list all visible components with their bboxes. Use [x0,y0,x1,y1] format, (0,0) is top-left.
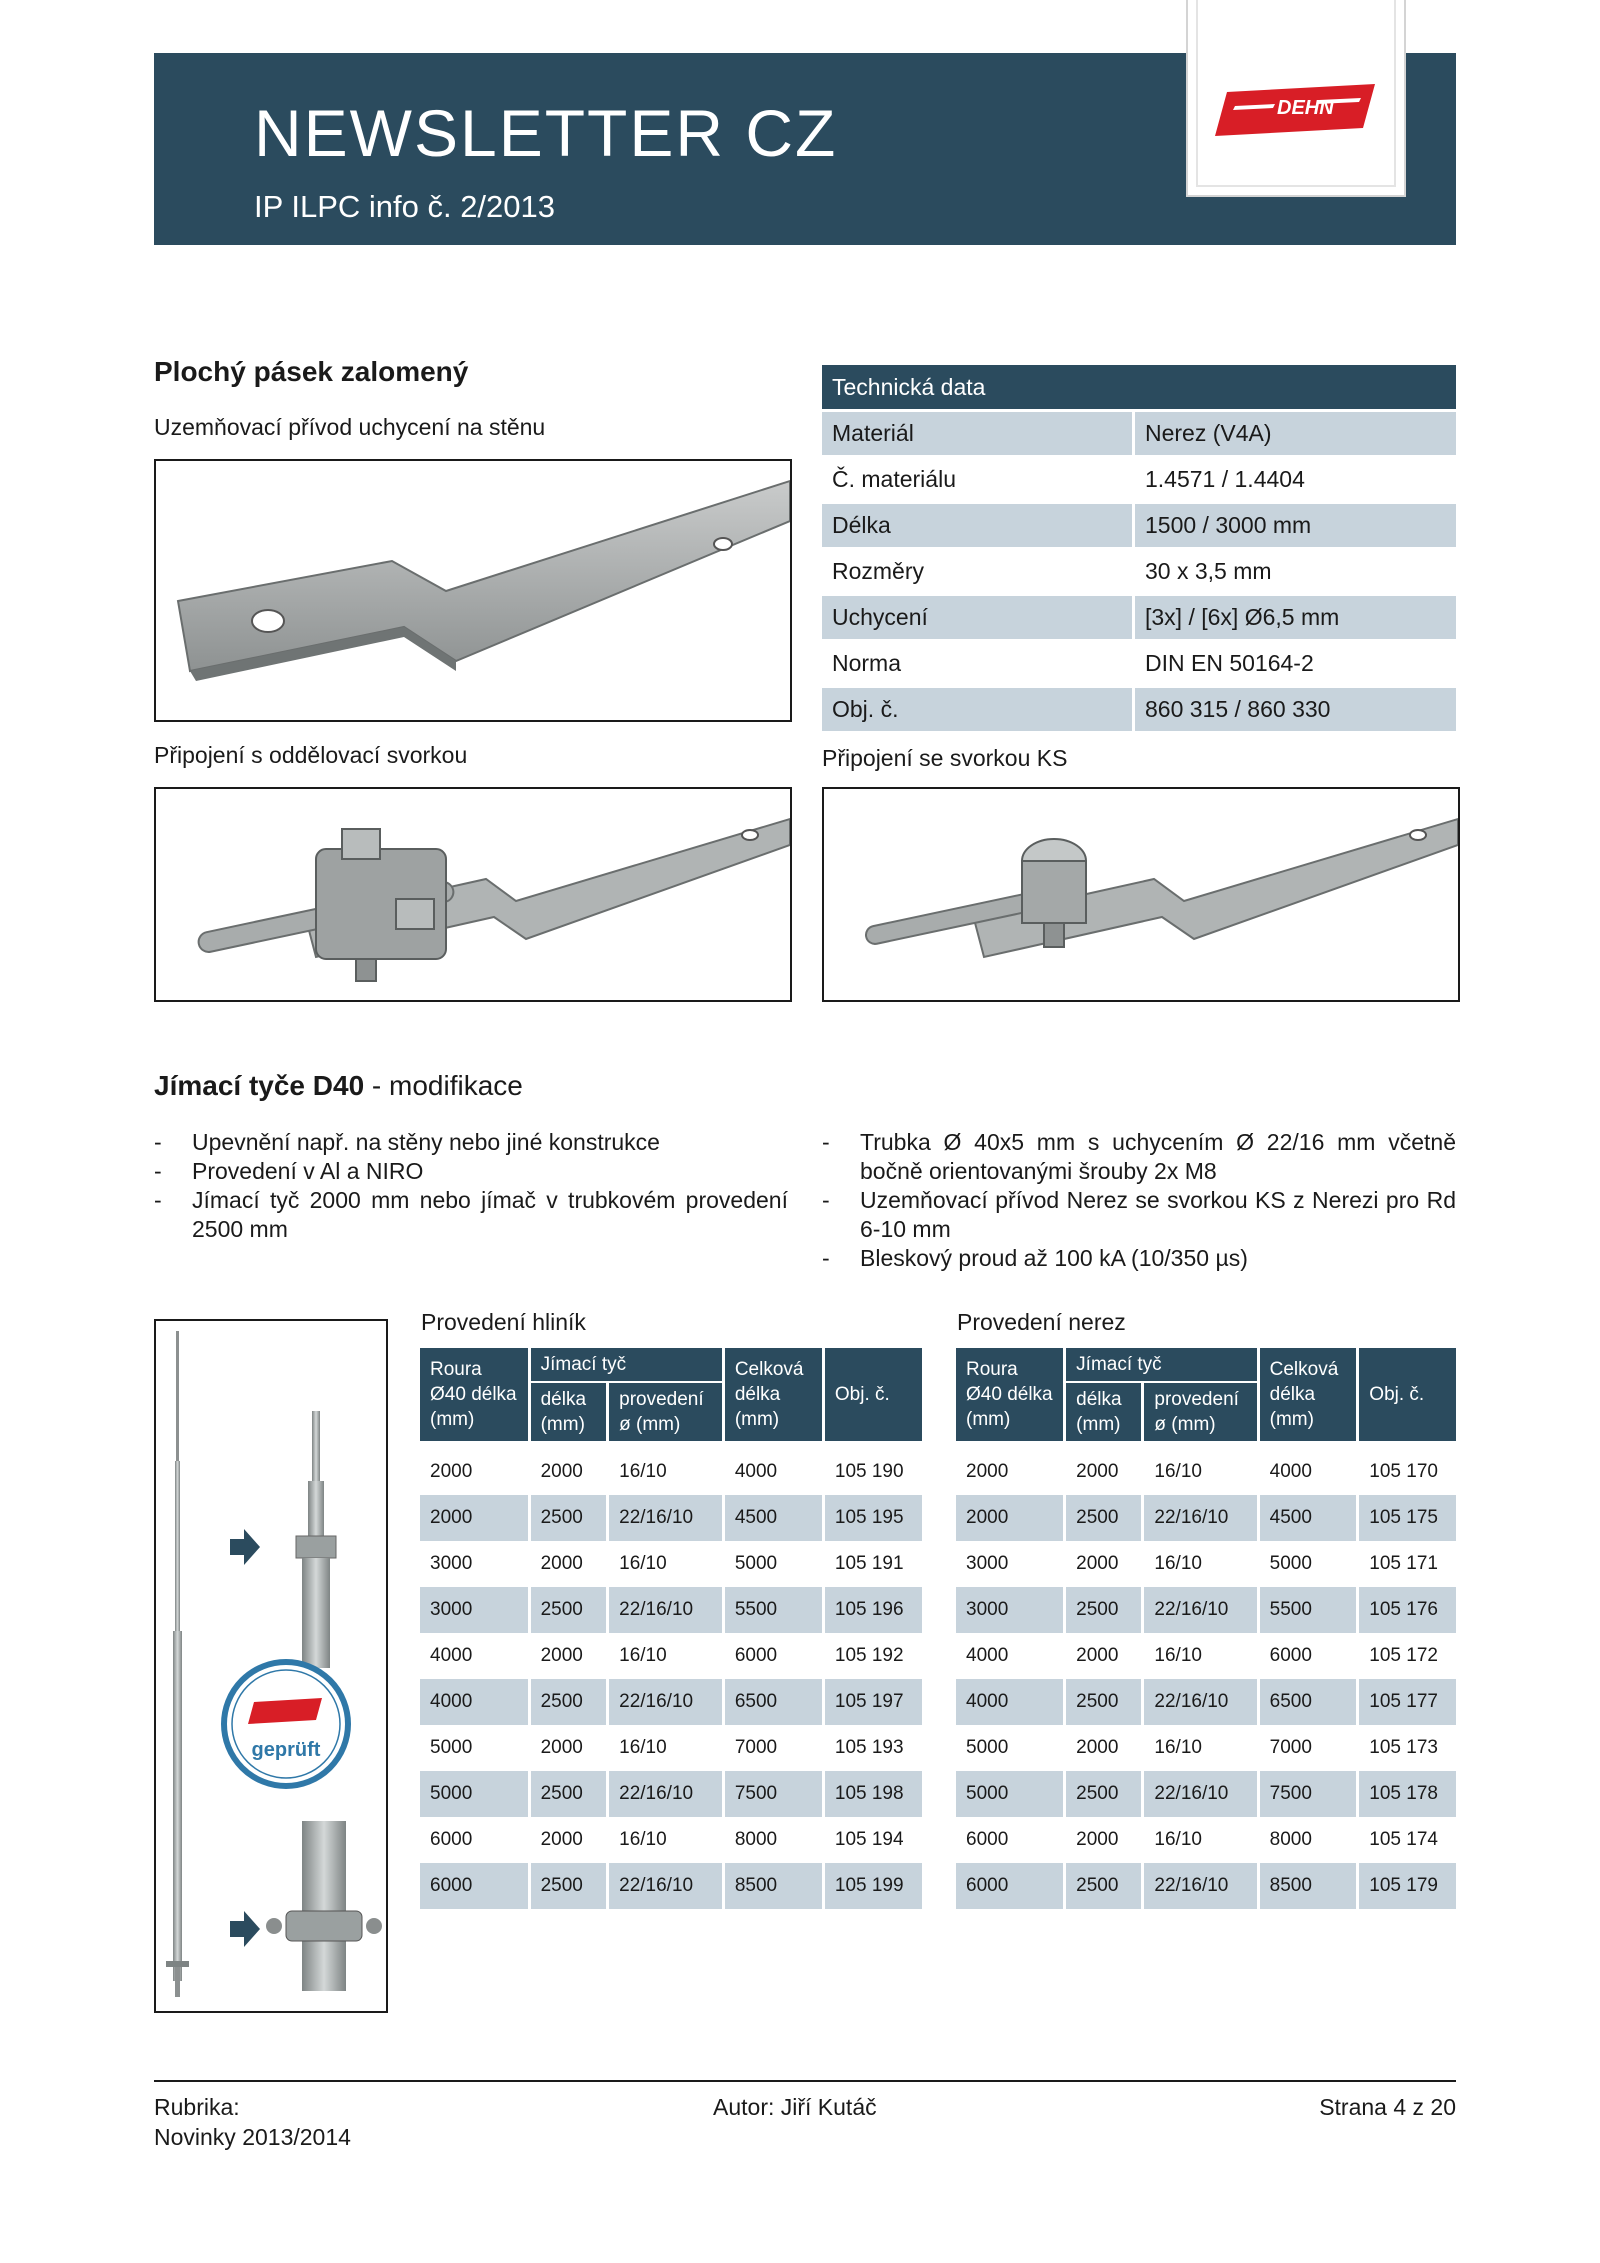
table-row: Norma DIN EN 50164-2 [822,642,1456,685]
table-cell: 4000 [420,1679,528,1725]
table-cell: 5000 [430,1737,473,1758]
table-row [420,1817,922,1863]
table-row: Obj. č. 860 315 / 860 330 [822,688,1456,731]
table-cell: 2000 [1063,1725,1141,1771]
table-cell: 22/16/10 [606,1771,722,1817]
col-header-length: délka (mm) [1063,1383,1141,1441]
footer-page-number: Strana 4 z 20 [1319,2094,1456,2120]
col-header-length: délka (mm) [528,1383,607,1441]
table-cell: 3000 [420,1587,528,1633]
table-row [420,1541,922,1587]
badge-text: geprüft [251,1739,321,1761]
table-title-aluminium: Provedení hliník [421,1309,586,1335]
table-cell: 6000 [420,1863,528,1909]
section-title-flat-strip: Plochý pásek zalomený [154,356,469,387]
caption-ks-clamp: Připojení se svorkou KS [822,745,1068,771]
newsletter-subtitle: IP ILPC info č. 2/2013 [254,189,556,224]
table-cell: 3000 [430,1553,473,1574]
table-cell: 16/10 [606,1441,722,1495]
section-title-air-termination [154,1070,523,1102]
table-cell: 105 174 [1356,1817,1456,1863]
table-row [956,1633,1456,1679]
table-cell: 16/10 [606,1725,722,1771]
table-cell: 105 199 [822,1863,922,1909]
table-cell: 3000 [966,1553,1009,1574]
table-cell: 22/16/10 [1141,1863,1256,1909]
section-title-bold: Jímací tyče D40 [154,1070,365,1101]
footer-divider [154,2080,1456,2082]
col-header-order: Obj. č. [1356,1348,1456,1441]
table-cell: 105 191 [822,1541,922,1587]
table-cell: 16/10 [1141,1725,1256,1771]
table-row [420,1587,922,1633]
table-cell: 2500 [528,1587,607,1633]
tech-data-table [822,362,1456,734]
table-cell: 2500 [528,1495,607,1541]
table-row [420,1725,922,1771]
table-cell: 22/16/10 [1141,1771,1256,1817]
table-cell: 22/16/10 [606,1495,722,1541]
table-cell: 7000 [722,1725,822,1771]
arrow-icon [230,1911,260,1947]
table-cell: 7500 [722,1771,822,1817]
table-row [420,1771,922,1817]
table-cell: 2500 [1063,1587,1141,1633]
table-cell: 22/16/10 [1141,1495,1256,1541]
table-cell: 105 192 [822,1633,922,1679]
dehn-logo [1215,84,1375,144]
table-row [956,1587,1456,1633]
table-cell: 4500 [1257,1495,1357,1541]
table-stainless [956,1348,1456,1909]
list-item: - Upevnění např. na stěny nebo jiné konstrukce [154,1128,788,1157]
col-header-tube: Roura Ø40 délka (mm) [420,1348,528,1441]
list-item: - Trubka Ø 40x5 mm s uchycením Ø 22/16 mm včetně bočně orientovanými šrouby 2x M8 [822,1128,1456,1186]
table-cell: 105 194 [822,1817,922,1863]
table-cell: 22/16/10 [1141,1587,1256,1633]
table-row [420,1495,922,1541]
table-cell: 2500 [528,1863,607,1909]
newsletter-title: NEWSLETTER CZ [254,96,838,170]
table-row: Č. materiálu 1.4571 / 1.4404 [822,458,1456,501]
tech-data-header: Technická data [822,365,1456,409]
table-cell: 2000 [528,1817,607,1863]
table-cell: 5000 [956,1771,1063,1817]
table-cell: 22/16/10 [1141,1679,1256,1725]
table-cell: 16/10 [1141,1541,1256,1587]
section-subtitle: Uzemňovací přívod uchycení na stěnu [154,414,546,440]
table-cell: 5500 [722,1587,822,1633]
table-cell: 2000 [420,1495,528,1541]
table-cell: 8500 [1257,1863,1357,1909]
table-cell: 2000 [528,1541,607,1587]
table-row: Rozměry 30 x 3,5 mm [822,550,1456,593]
product-image-separating-clamp [154,787,792,1002]
table-row [420,1633,922,1679]
footer-category-label: Rubrika: [154,2094,240,2120]
table-cell: 2000 [956,1441,1063,1495]
table-cell: 6000 [966,1829,1009,1850]
col-header-rod: Jímací tyč [528,1348,722,1383]
table-row [956,1441,1456,1495]
table-cell: 6500 [722,1679,822,1725]
arrow-icon [230,1529,260,1565]
table-row [420,1441,922,1495]
table-cell: 2500 [528,1771,607,1817]
table-cell: 6000 [956,1863,1063,1909]
table-cell: 16/10 [606,1633,722,1679]
table-row: Délka 1500 / 3000 mm [822,504,1456,547]
table-cell: 5000 [966,1737,1009,1758]
table-cell: 2500 [1063,1679,1141,1725]
table-cell: 105 171 [1356,1541,1456,1587]
table-cell: 105 196 [822,1587,922,1633]
table-cell: 105 170 [1356,1441,1456,1495]
col-header-design: provedení ø (mm) [606,1383,722,1441]
table-cell: 105 173 [1356,1725,1456,1771]
table-cell: 2000 [956,1495,1063,1541]
footer-category-value: Novinky 2013/2014 [154,2124,351,2150]
table-cell: 2000 [1063,1541,1141,1587]
col-header-tube: Roura Ø40 délka (mm) [956,1348,1063,1441]
table-cell: 6000 [430,1829,473,1850]
table-cell: 4500 [722,1495,822,1541]
col-header-order: Obj. č. [822,1348,922,1441]
table-cell: 2000 [528,1725,607,1771]
table-title-stainless: Provedení nerez [957,1309,1126,1335]
table-cell: 8500 [722,1863,822,1909]
table-cell: 16/10 [606,1817,722,1863]
logo-text: DEHN [1277,97,1334,119]
col-header-total: Celková délka (mm) [722,1348,822,1441]
table-row: Materiál Nerez (V4A) [822,412,1456,455]
table-cell: 16/10 [606,1541,722,1587]
table-cell: 16/10 [1141,1633,1256,1679]
table-cell: 5000 [1257,1541,1357,1587]
table-cell: 4000 [956,1679,1063,1725]
table-cell: 2500 [1063,1863,1141,1909]
table-cell: 105 197 [822,1679,922,1725]
table-cell: 2500 [1063,1771,1141,1817]
table-cell: 8000 [1257,1817,1357,1863]
table-row [420,1863,922,1909]
table-cell: 5000 [420,1771,528,1817]
table-cell: 2000 [1063,1817,1141,1863]
tested-badge [220,1658,352,1790]
table-cell: 3000 [956,1587,1063,1633]
table-cell: 6000 [722,1633,822,1679]
table-row [956,1495,1456,1541]
list-item: - Jímací tyč 2000 mm nebo jímač v trubkovém provedení 2500 mm [154,1186,788,1244]
table-cell: 105 190 [822,1441,922,1495]
table-row [956,1679,1456,1725]
table-cell: 105 193 [822,1725,922,1771]
list-item: - Bleskový proud až 100 kA (10/350 µs) [822,1244,1456,1273]
col-header-total: Celková délka (mm) [1257,1348,1357,1441]
caption-separating-clamp: Připojení s oddělovací svorkou [154,742,468,768]
table-cell: 7500 [1257,1771,1357,1817]
table-cell: 16/10 [1141,1441,1256,1495]
table-row [956,1863,1456,1909]
col-header-rod: Jímací tyč [1063,1348,1256,1383]
table-cell: 22/16/10 [606,1863,722,1909]
table-row [956,1817,1456,1863]
table-cell: 105 178 [1356,1771,1456,1817]
table-cell: 105 172 [1356,1633,1456,1679]
list-item: - Provedení v Al a NIRO [154,1157,788,1186]
table-cell: 105 195 [822,1495,922,1541]
table-cell: 2000 [528,1633,607,1679]
table-cell: 105 198 [822,1771,922,1817]
table-cell: 22/16/10 [606,1587,722,1633]
table-cell: 8000 [722,1817,822,1863]
table-cell: 4000 [966,1645,1009,1666]
product-image-flat-strip [154,459,792,722]
table-cell: 2000 [528,1441,607,1495]
table-cell: 2500 [528,1679,607,1725]
table-cell: 2500 [1063,1495,1141,1541]
table-cell: 2000 [1063,1441,1141,1495]
table-cell: 105 179 [1356,1863,1456,1909]
table-cell: 4000 [722,1441,822,1495]
table-cell: 7000 [1257,1725,1357,1771]
table-cell: 5500 [1257,1587,1357,1633]
table-cell: 16/10 [1141,1817,1256,1863]
table-cell: 2000 [1063,1633,1141,1679]
table-row [956,1541,1456,1587]
table-row: Uchycení [3x] / [6x] Ø6,5 mm [822,596,1456,639]
table-cell: 4000 [1257,1441,1357,1495]
table-row [956,1725,1456,1771]
bullet-list-left [154,1128,788,1244]
table-row [956,1771,1456,1817]
list-item: - Uzemňovací přívod Nerez se svorkou KS z Nerezi pro Rd 6-10 mm [822,1186,1456,1244]
table-cell: 105 177 [1356,1679,1456,1725]
section-title-rest: - modifikace [364,1070,523,1101]
table-cell: 5000 [722,1541,822,1587]
table-aluminium [420,1348,922,1909]
table-cell: 105 175 [1356,1495,1456,1541]
table-row [420,1679,922,1725]
product-image-ks-clamp [822,787,1460,1002]
table-cell: 105 176 [1356,1587,1456,1633]
table-cell: 6500 [1257,1679,1357,1725]
footer-author: Autor: Jiří Kutáč [713,2094,877,2120]
table-cell: 2000 [420,1441,528,1495]
table-cell: 22/16/10 [606,1679,722,1725]
bullet-list-right [822,1128,1456,1273]
col-header-design: provedení ø (mm) [1141,1383,1256,1441]
table-cell: 6000 [1257,1633,1357,1679]
table-cell: 4000 [430,1645,473,1666]
